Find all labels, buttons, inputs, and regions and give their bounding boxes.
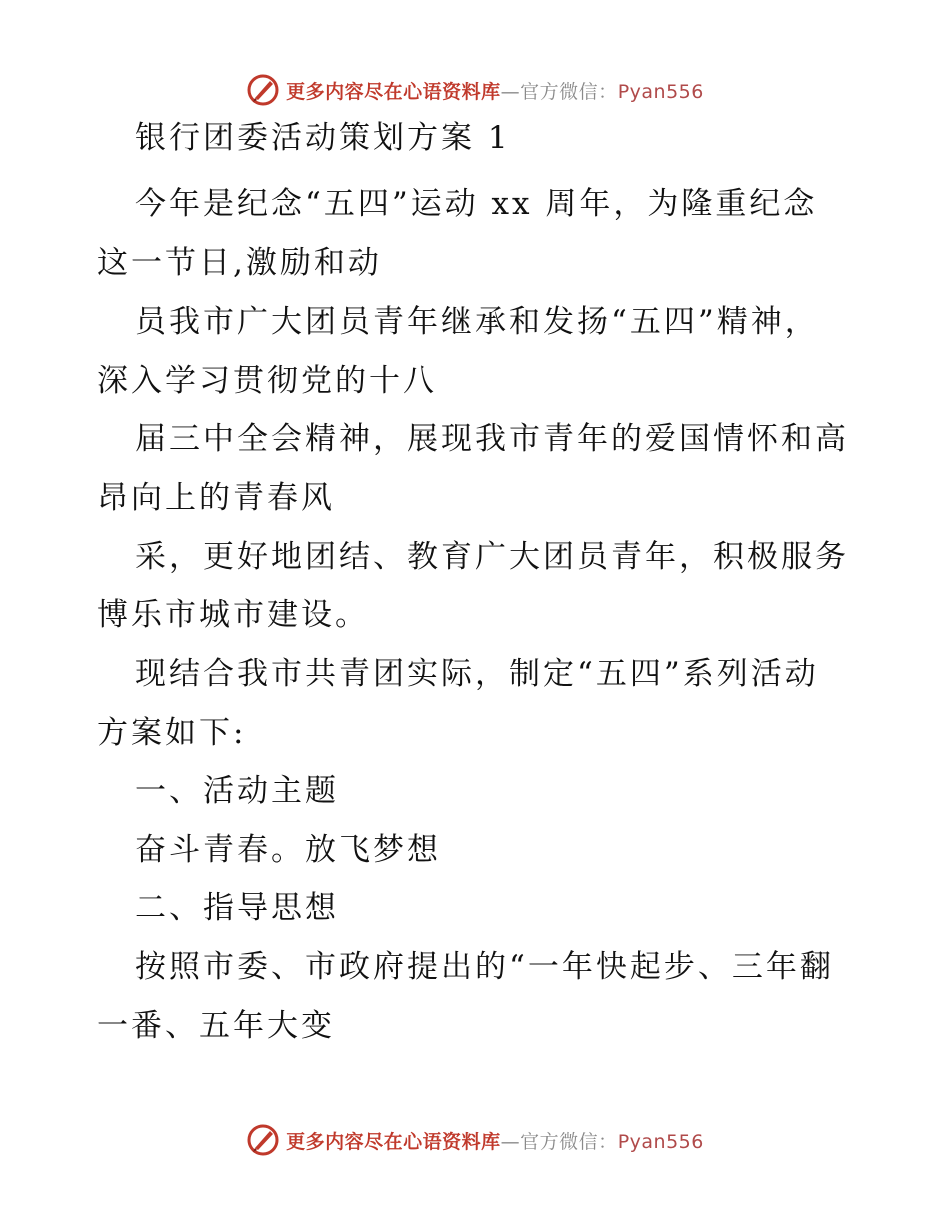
paragraph-line: 这一节日,激励和动 [97, 245, 382, 281]
banner-text [286, 77, 704, 104]
paragraph-line: 博乐市城市建设。 [97, 597, 369, 633]
banner-wechat-label: 官方微信： [520, 80, 618, 103]
paragraph-line: 现结合我市共青团实际，制定“五四”系列活动 [135, 656, 819, 692]
paragraph-line: 奋斗青春。放飞梦想 [135, 832, 441, 868]
section-heading: 一、活动主题 [135, 773, 339, 809]
banner-main-text: 更多内容尽在心语资料库 [286, 80, 501, 103]
banner-main-text: 更多内容尽在心语资料库 [286, 1130, 501, 1153]
banner-wechat-label: 官方微信： [520, 1130, 618, 1153]
paragraph-line: 方案如下: [97, 715, 247, 751]
section-heading: 二、指导思想 [135, 890, 339, 926]
quill-pen-logo-icon [246, 73, 280, 107]
paragraph-line: 一番、五年大变 [97, 1008, 335, 1044]
header-banner [0, 70, 950, 110]
document-title: 银行团委活动策划方案 1 [135, 120, 511, 156]
banner-text [286, 1127, 704, 1154]
banner-dash: — [500, 1130, 521, 1153]
paragraph-line: 采，更好地团结、教育广大团员青年，积极服务 [135, 539, 849, 575]
footer-banner [0, 1120, 950, 1160]
banner-dash: — [500, 80, 521, 103]
banner-wechat-id: Pyan556 [617, 80, 704, 103]
quill-pen-logo-icon [246, 1123, 280, 1157]
paragraph-line: 按照市委、市政府提出的“一年快起步、三年翻 [135, 949, 834, 985]
paragraph-line: 深入学习贯彻党的十八 [97, 363, 437, 399]
paragraph-line: 届三中全会精神，展现我市青年的爱国情怀和高 [135, 421, 849, 457]
paragraph-line: 今年是纪念“五四”运动 xx 周年，为隆重纪念 [135, 186, 818, 222]
paragraph-line: 员我市广大团员青年继承和发扬“五四”精神， [135, 304, 819, 340]
paragraph-line: 昂向上的青春风 [97, 480, 335, 516]
banner-wechat-id: Pyan556 [617, 1130, 704, 1153]
